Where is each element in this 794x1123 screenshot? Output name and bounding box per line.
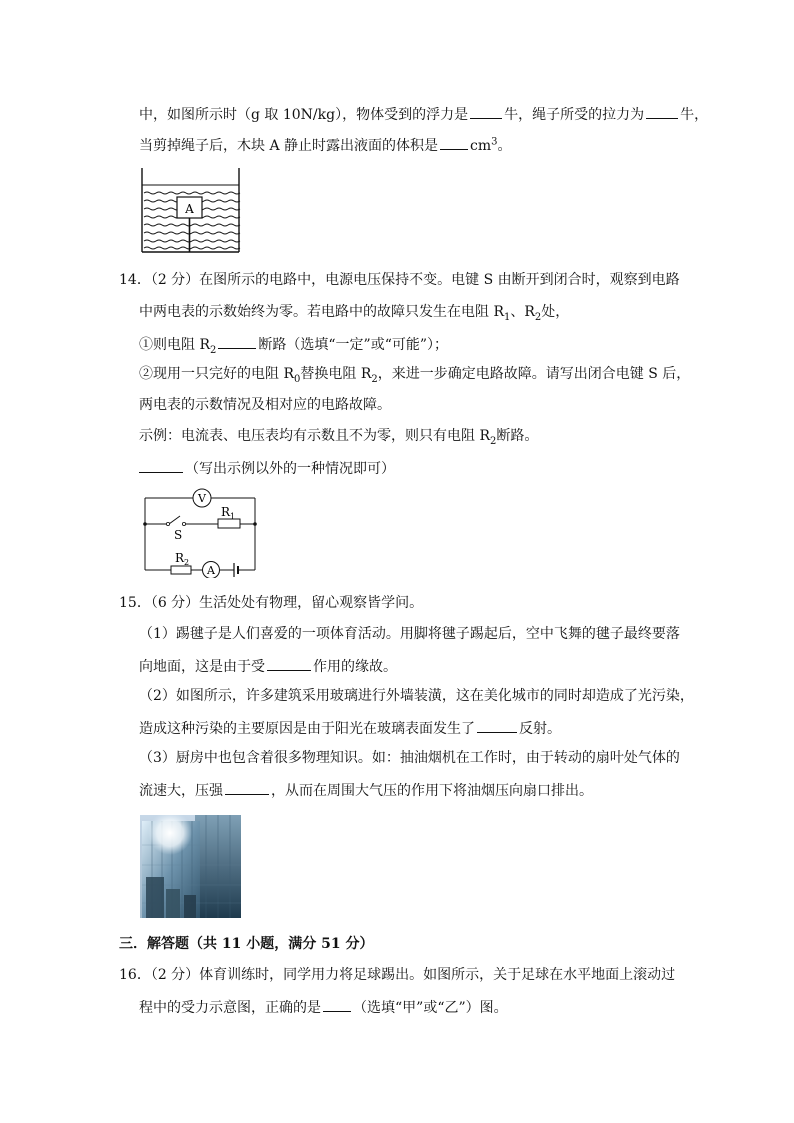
q15-line1: 15．（6 分）生活处处有物理，留心观察皆学问。 bbox=[119, 595, 424, 611]
q14-line7: （写出示例以外的一种情况即可） bbox=[139, 457, 395, 479]
answer-blank[interactable] bbox=[323, 996, 351, 1012]
q16-line1: 16．（2 分）体育训练时，同学用力将足球踢出。如图所示，关于足球在水平地面上滚动过 bbox=[119, 967, 676, 983]
voltmeter-label: V bbox=[198, 492, 206, 505]
r1-label: $R_1$ bbox=[221, 505, 236, 521]
glass-building-photo bbox=[140, 815, 241, 918]
q13-line1: 中，如图所示时（g 取 10N/kg），物体受到的浮力是 牛，绳子所受的拉力为 牛， bbox=[139, 103, 708, 125]
q13-figure-container bbox=[140, 166, 242, 256]
q14-line6: 示例：电流表、电压表均有示数且不为零，则只有电阻 $R_2$断路。 bbox=[139, 428, 539, 447]
answer-blank[interactable] bbox=[218, 333, 256, 349]
ammeter-label: A bbox=[207, 564, 215, 577]
resistor-r2-icon bbox=[171, 566, 191, 574]
q14-line5: 两电表的示数情况及相对应的电路故障。 bbox=[139, 397, 391, 413]
block-label: A bbox=[185, 202, 194, 216]
q15-p2-line2: 造成这种污染的主要原因是由于阳光在玻璃表面发生了 反射。 bbox=[139, 717, 561, 739]
q15-p1-line1: （1）踢毽子是人们喜爱的一项体育活动。用脚将毽子踢起后，空中飞舞的毽子最终要落 bbox=[139, 626, 680, 642]
q14-circuit-diagram bbox=[140, 486, 262, 578]
section-3-heading: 三．解答题（共 11 小题，满分 51 分） bbox=[119, 936, 374, 952]
q14-line2: 中两电表的示数始终为零。若电路中的故障只发生在电阻 $R_1$、$R_2$处， bbox=[139, 304, 570, 323]
r2-label: $R_2$ bbox=[175, 551, 190, 567]
q15-p1-line2: 向地面，这是由于受 作用的缘故。 bbox=[139, 655, 397, 677]
q14-line1: 14．（2 分）在图所示的电路中，电源电压保持不变。电键 S 由断开到闭合时，观察到电路 bbox=[119, 272, 680, 288]
resistor-r1-icon bbox=[218, 519, 240, 528]
answer-blank[interactable] bbox=[440, 134, 468, 150]
q15-p2-line1: （2）如图所示，许多建筑采用玻璃进行外墙装潢，这在美化城市的同时却造成了光污染， bbox=[139, 688, 694, 704]
q14-line4: ②现用一只完好的电阻 $R_0$替换电阻 $R_2$，来进一步确定电路故障。请写出闭合电键 S 后， bbox=[139, 366, 691, 385]
q15-p3-line2: 流速大，压强 ，从而在周围大气压的作用下将油烟压向扇口排出。 bbox=[139, 779, 593, 801]
q14-line3: ①则电阻 $R_2$ 断路（选填“一定”或“可能”）； bbox=[139, 333, 448, 355]
q13-line2: 当剪掉绳子后，木块 A 静止时露出液面的体积是 $cm^3$。 bbox=[139, 134, 512, 156]
answer-blank[interactable] bbox=[225, 779, 269, 795]
answer-blank[interactable] bbox=[477, 717, 517, 733]
answer-blank[interactable] bbox=[267, 655, 311, 671]
answer-blank[interactable] bbox=[646, 103, 678, 119]
q16-line2: 程中的受力示意图，正确的是 （选填“甲”或“乙”）图。 bbox=[139, 996, 508, 1018]
q15-p3-line1: （3）厨房中也包含着很多物理知识。如：抽油烟机在工作时，由于转动的扇叶处气体的 bbox=[139, 750, 680, 766]
answer-blank[interactable] bbox=[139, 457, 183, 473]
switch-label: S bbox=[174, 528, 183, 542]
answer-blank[interactable] bbox=[470, 103, 502, 119]
